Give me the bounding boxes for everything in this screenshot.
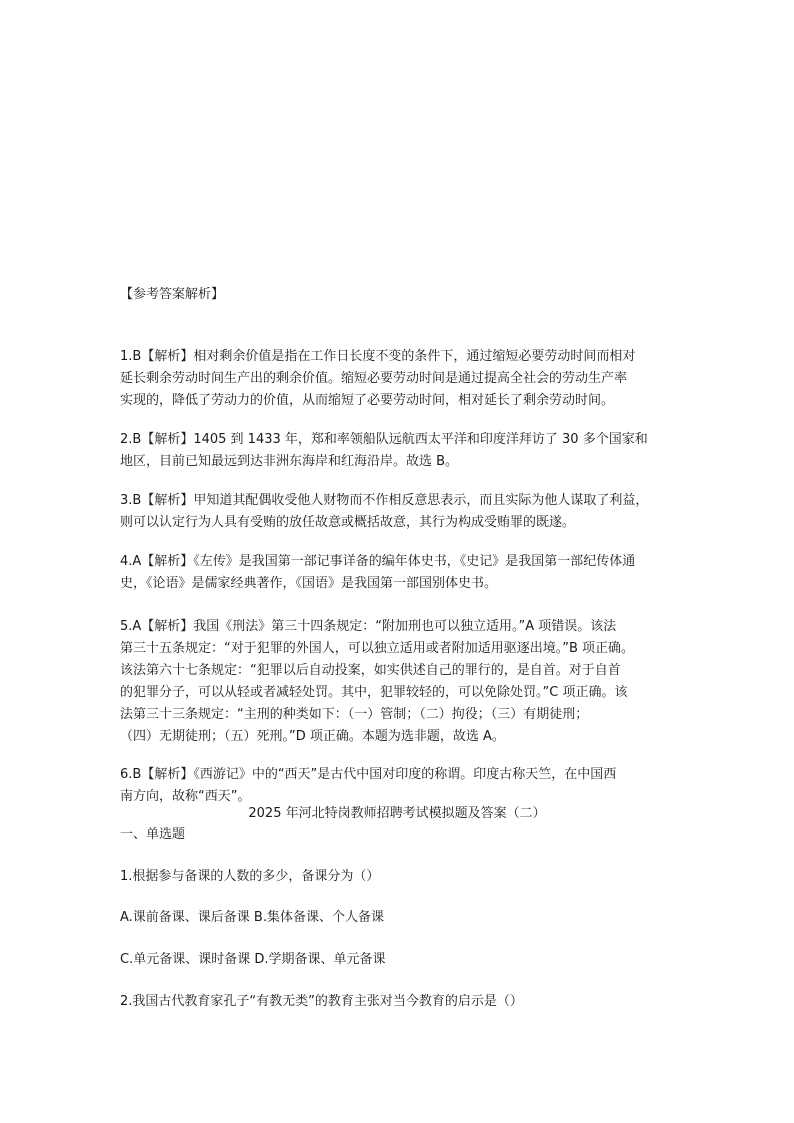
question-2: 2.我国古代教育家孔子“有教无类”的教育主张对当今教育的启示是（） (120, 994, 523, 1009)
answer-line: 该法第六十七条规定：“犯罪以后自动投案，如实供述自己的罪行的，是自首。对于自首 (120, 663, 621, 678)
answer-5 (120, 616, 680, 748)
section-type: 一、单选题 (120, 827, 186, 842)
answer-4 (120, 551, 680, 595)
question-1-options-cd: C.单元备课、课时备课 D.学期备课、单元备课 (120, 952, 386, 967)
question-1: 1.根据参与备课的人数的多少，备课分为（） (120, 869, 380, 884)
question-1-options-ab: A.课前备课、课后备课 B.集体备课、个人备课 (120, 910, 384, 925)
answer-line: 延长剩余劳动时间生产出的剩余价值。缩短必要劳动时间是通过提高全社会的劳动生产率 (120, 371, 628, 386)
answer-line: 实现的，降低了劳动力的价值，从而缩短了必要劳动时间，相对延长了剩余劳动时间。 (120, 393, 615, 408)
answer-6 (120, 764, 680, 808)
answer-line: 的犯罪分子，可以从轻或者减轻处罚。其中，犯罪较轻的，可以免除处罚。”C 项正确。该 (120, 685, 628, 700)
answer-line: 南方向，故称“西天”。 (120, 789, 251, 804)
answer-3 (120, 490, 680, 534)
answer-line: 4.A【解析】《左传》是我国第一部记事详备的编年体史书，《史记》是我国第一部纪传体通 (120, 554, 636, 569)
answer-line: 1.B【解析】相对剩余价值是指在工作日长度不变的条件下，通过缩短必要劳动时间而相对 (120, 349, 636, 364)
answer-line: 法第三十三条规定：“主刑的种类如下：（一）管制；（二）拘役；（三）有期徒刑； (120, 707, 589, 722)
answer-line: 地区，目前已知最远到达非洲东海岸和红海沿岸。故选 B。 (120, 454, 459, 469)
answer-line: 史，《论语》是儒家经典著作，《国语》是我国第一部国别体史书。 (120, 576, 498, 591)
answer-line: 3.B【解析】甲知道其配偶收受他人财物而不作相反意思表示，而且实际为他人谋取了利益， (120, 493, 649, 508)
answer-line: （四）无期徒刑；（五）死刑。”D 项正确。本题为选非题，故选 A。 (120, 729, 505, 744)
answer-line: 第三十五条规定：“对于犯罪的外国人，可以独立适用或者附加适用驱逐出境。”B 项正确。 (120, 641, 635, 656)
exam-title: 2025 年河北特岗教师招聘考试模拟题及答案（二） (248, 806, 546, 821)
answer-line: 6.B【解析】《西游记》中的“西天”是古代中国对印度的称谓。印度古称天竺，在中国西 (120, 767, 617, 782)
answer-line: 则可以认定行为人具有受贿的放任故意或概括故意，其行为构成受贿罪的既遂。 (120, 515, 576, 530)
answer-1 (120, 346, 680, 412)
answer-line: 2.B【解析】1405 到 1433 年，郑和率领船队远航西太平洋和印度洋拜访了 30 多个国家和 (120, 432, 648, 447)
answer-2 (120, 429, 680, 473)
answer-key-heading: 【参考答案解析】 (120, 287, 225, 302)
answer-line: 5.A【解析】我国《刑法》第三十四条规定：“附加刑也可以独立适用。”A 项错误。该法 (120, 619, 617, 634)
